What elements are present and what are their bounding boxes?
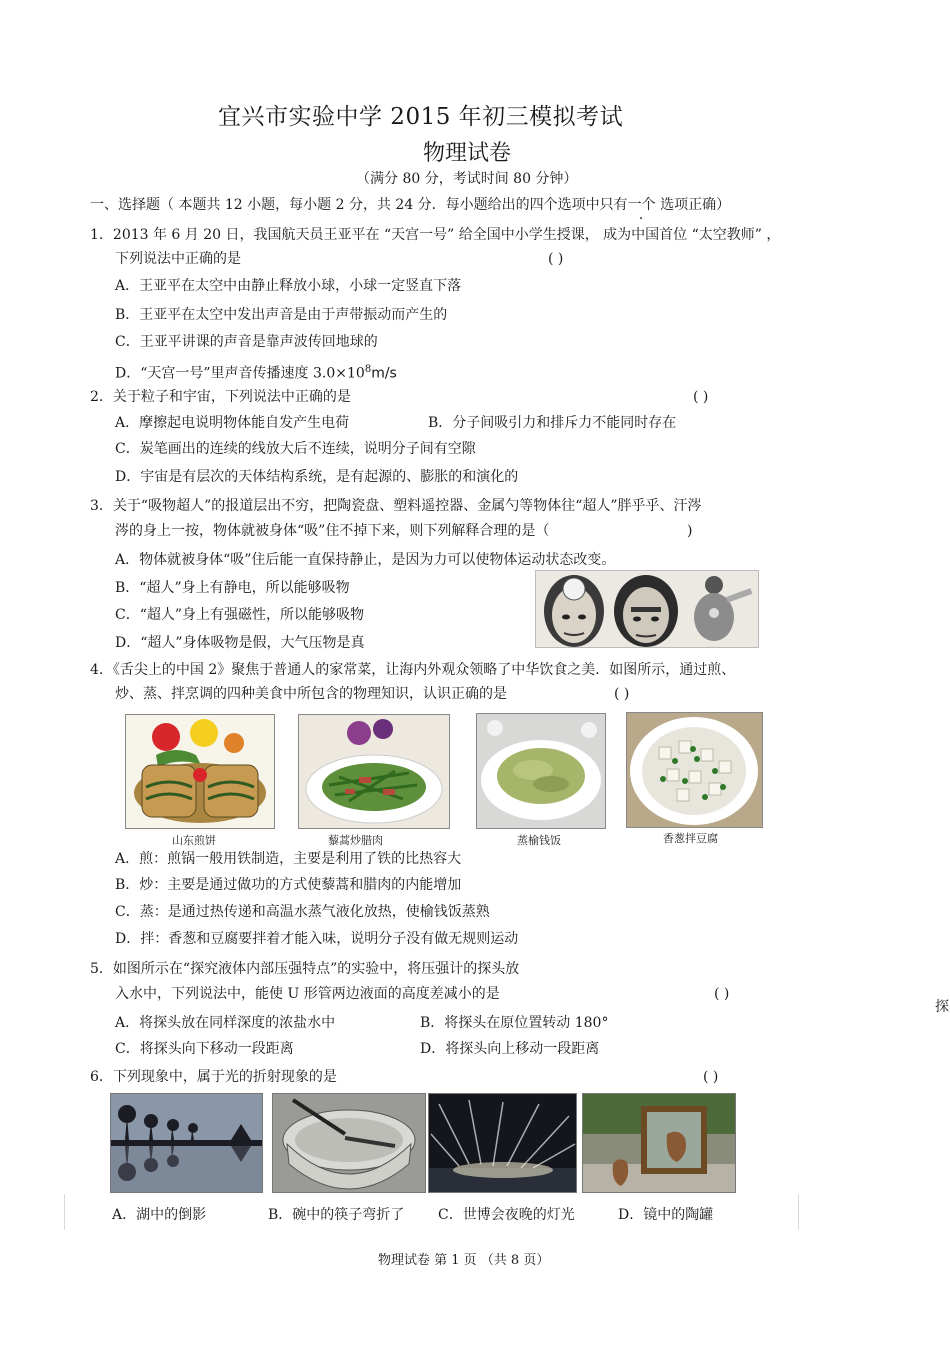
q4-option-d: D．拌：香葱和豆腐要拌着才能入味，说明分子没有做无规则运动 xyxy=(115,931,519,947)
q4-tofu-drawing xyxy=(627,713,762,827)
q5-option-b: B．将探头在原位置转动 180° xyxy=(420,1015,609,1031)
q5-option-a: A．将探头放在同样深度的浓盐水中 xyxy=(115,1015,336,1031)
q6-option-b: B．碗中的筷子弯折了 xyxy=(268,1207,405,1223)
q4-steamed-drawing xyxy=(477,714,605,828)
q1-stem-line2: 下列说法中正确的是 xyxy=(115,251,241,267)
q1-option-d-text: D．“天宫一号”里声音传播速度 3.0×10 xyxy=(115,365,365,382)
q5-stem-line2: 入水中，下列说法中，能使 U 形管两边液面的高度差减小的是 xyxy=(115,986,500,1002)
q1-option-d xyxy=(115,361,397,383)
q5-answer-paren: ( ) xyxy=(714,986,730,1002)
q4-caption-3: 蒸榆钱饭 xyxy=(517,834,561,847)
q3-option-b: B．“超人”身上有静电，所以能够吸物 xyxy=(115,580,350,596)
q4-stem-line1: 4．《舌尖上的中国 2》聚焦于普通人的家常菜，让海内外观众领略了中华饮食之美．如图所示，通过煎、 xyxy=(90,662,736,678)
q4-caption-4: 香葱拌豆腐 xyxy=(663,832,718,845)
q6-answer-paren: ( ) xyxy=(703,1069,719,1085)
q3-option-c: C．“超人”身上有强磁性，所以能够吸物 xyxy=(115,607,365,623)
exam-subject: 物理试卷 xyxy=(423,141,512,166)
q4-answer-paren: ( ) xyxy=(614,686,630,702)
q6-image-expo-lights xyxy=(428,1093,577,1193)
q4-image-pancake xyxy=(125,714,275,829)
q4-caption-1: 山东煎饼 xyxy=(172,834,216,847)
q4-stirfry-drawing xyxy=(299,715,449,828)
q1-stem-line1: 1．2013 年 6 月 20 日，我国航天员王亚平在 “天宫一号” 给全国中小学生授课， 成为中国首位 “太空教师” ， xyxy=(90,227,781,243)
q4-image-steamed xyxy=(476,713,606,829)
q3-stem-line1: 3．关于“吸物超人”的报道层出不穷，把陶瓷盘、塑料遥控器、金属勺等物体往“超人”胖乎乎、汗涔 xyxy=(90,498,702,514)
section-heading-b: 选项正确） xyxy=(655,197,731,213)
q4-caption-2: 藜蒿炒腊肉 xyxy=(328,834,383,847)
q6-frame-left xyxy=(64,1194,65,1230)
q4-option-b: B．炒：主要是通过做功的方式使藜蒿和腊肉的内能增加 xyxy=(115,877,462,893)
q3-option-a: A．物体就被身体“吸”住后能一直保持静止，是因为力可以使物体运动状态改变。 xyxy=(115,552,616,568)
q4-image-tofu xyxy=(626,712,763,828)
q2-option-d: D．宇宙是有层次的天体结构系统，是有起源的、膨胀的和演化的 xyxy=(115,469,519,485)
q1-option-b: B．王亚平在太空中发出声音是由于声带振动而产生的 xyxy=(115,307,448,323)
q6-lake-drawing xyxy=(111,1094,262,1192)
q2-option-a: A．摩擦起电说明物体能自发产生电荷 xyxy=(115,415,350,431)
q4-image-stirfry xyxy=(298,714,450,829)
q4-pancake-drawing xyxy=(126,715,274,828)
q4-stem-line2: 炒、蒸、拌烹调的四种美食中所包含的物理知识，认识正确的是 xyxy=(115,686,507,702)
section-heading-emphasis: 一个 xyxy=(627,197,656,213)
q6-option-c: C．世博会夜晚的灯光 xyxy=(438,1207,575,1223)
section-heading xyxy=(90,196,730,214)
q2-option-b: B．分子间吸引力和排斥力不能同时存在 xyxy=(428,415,677,431)
q3-option-d: D．“超人”身体吸物是假，大气压物是真 xyxy=(115,635,365,651)
q6-bowl-drawing xyxy=(273,1094,425,1192)
q5-option-d: D．将探头向上移动一段距离 xyxy=(420,1041,600,1057)
q1-option-c: C．王亚平讲课的声音是靠声波传回地球的 xyxy=(115,334,378,350)
q4-option-c: C．蒸：是通过热传递和高温水蒸气液化放热，使榆钱饭蒸熟 xyxy=(115,904,490,920)
q6-stem: 6．下列现象中，属于光的折射现象的是 xyxy=(90,1069,337,1085)
q6-image-chopsticks-bowl xyxy=(272,1093,426,1193)
q2-option-c: C．炭笔画出的连续的线放大后不连续，说明分子间有空隙 xyxy=(115,441,476,457)
q6-image-mirror-jar xyxy=(582,1093,736,1193)
q3-stem-line2: 涔的身上一按，物体就被身体“吸”住不掉下来，则下列解释合理的是（ xyxy=(115,523,550,539)
q3-answer-paren: ) xyxy=(687,523,693,539)
page-footer: 物理试卷 第 1 页 （共 8 页） xyxy=(378,1253,550,1268)
q5-stem-line1: 5．如图所示在“探究液体内部压强特点”的实验中，将压强计的探头放 xyxy=(90,961,520,977)
q2-stem: 2．关于粒子和宇宙，下列说法中正确的是 xyxy=(90,389,351,405)
q1-option-d-exponent: 8 xyxy=(364,364,372,375)
q6-option-a: A．湖中的倒影 xyxy=(112,1207,207,1223)
q5-option-c: C．将探头向下移动一段距离 xyxy=(115,1041,294,1057)
q6-option-d: D．镜中的陶罐 xyxy=(618,1207,714,1223)
exam-meta: （满分 80 分，考试时间 80 分钟） xyxy=(356,171,578,187)
q5-side-character: 探 xyxy=(935,999,949,1015)
q1-option-a: A．王亚平在太空中由静止释放小球，小球一定竖直下落 xyxy=(115,278,462,294)
q3-superman-drawing xyxy=(536,571,758,647)
q1-answer-paren: ( ) xyxy=(548,251,564,267)
q6-mirror-drawing xyxy=(583,1094,735,1192)
q6-image-lake-reflection xyxy=(110,1093,263,1193)
q4-option-a: A．煎：煎锅一般用铁制造，主要是利用了铁的比热容大 xyxy=(115,851,462,867)
q2-answer-paren: ( ) xyxy=(693,389,709,405)
exam-title: 宜兴市实验中学 2015 年初三模拟考试 xyxy=(218,104,624,130)
q6-lights-drawing xyxy=(429,1094,576,1192)
section-heading-a: 一、选择题（ 本题共 12 小题，每小题 2 分，共 24 分．每小题给出的四个选项中只有 xyxy=(90,197,628,213)
q6-frame-right xyxy=(798,1194,799,1230)
q1-option-d-unit: m/s xyxy=(371,365,397,382)
q3-superman-photo xyxy=(535,570,759,648)
